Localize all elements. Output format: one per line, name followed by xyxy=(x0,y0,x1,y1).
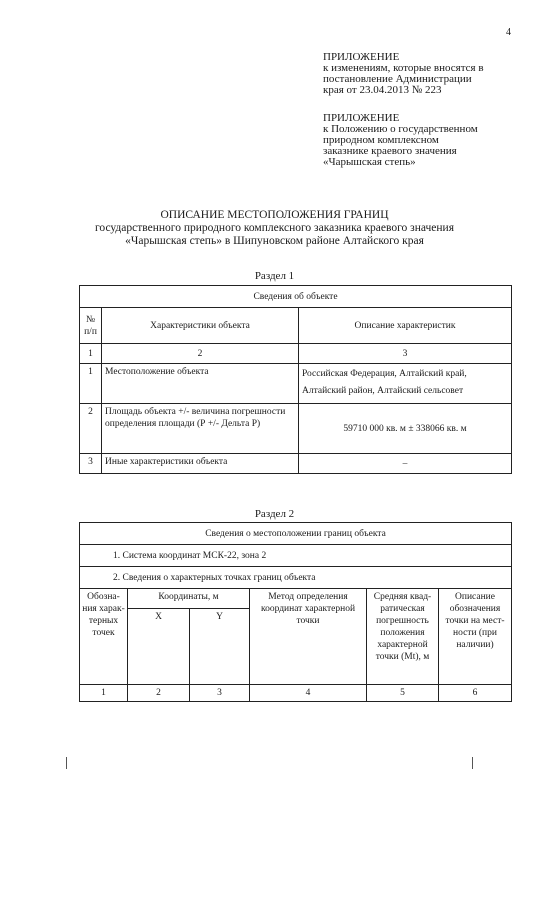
column-header: Описание характеристик xyxy=(299,308,512,344)
column-header: Метод определения координат характерной точки xyxy=(250,589,367,685)
column-header: Средняя квад-ратическая погрешность положения характерной точки (Mt), м xyxy=(367,589,439,685)
index-cell: 2 xyxy=(128,685,190,702)
appendix-line: «Чарышская степь» xyxy=(323,156,416,168)
column-header: Обозна-ния харак-терных точек xyxy=(80,589,128,685)
appendix-heading: ПРИЛОЖЕНИЕ xyxy=(323,112,400,124)
row-characteristic: Местоположение объекта xyxy=(102,364,299,404)
table-header: Сведения об объекте xyxy=(80,286,512,308)
appendix-line: заказнике краевого значения xyxy=(323,145,457,157)
title-line-3: «Чарышская степь» в Шипуновском районе Алтайского края xyxy=(125,235,424,247)
column-header: Координаты, м xyxy=(128,589,250,609)
document-title xyxy=(0,209,549,248)
page-number: 4 xyxy=(506,27,511,38)
section-1-label: Раздел 1 xyxy=(254,270,295,282)
points-info-row: 2. Сведения о характерных точках границ объекта xyxy=(80,567,512,589)
scan-edge-mark xyxy=(66,757,67,769)
row-description: 59710 000 кв. м ± 338066 кв. м xyxy=(299,404,512,454)
scan-edge-mark xyxy=(472,757,473,769)
section-2-table xyxy=(79,522,512,702)
appendix-block-2 xyxy=(323,113,478,168)
index-cell: 5 xyxy=(367,685,439,702)
appendix-line: края от 23.04.2013 № 223 xyxy=(323,84,442,96)
table-row xyxy=(80,454,512,474)
appendix-line: к изменениям, которые вносятся в xyxy=(323,62,484,74)
row-number: 3 xyxy=(80,454,102,474)
index-cell: 1 xyxy=(80,685,128,702)
title-line-2: государственного природного комплексного заказника краевого значения xyxy=(94,222,454,234)
appendix-heading: ПРИЛОЖЕНИЕ xyxy=(323,51,400,63)
index-cell: 6 xyxy=(439,685,512,702)
section-1-table xyxy=(79,285,512,474)
row-description: – xyxy=(299,454,512,474)
column-header: Описание обозначения точки на мест-ности (при наличии) xyxy=(439,589,512,685)
appendix-block-1 xyxy=(323,52,484,96)
column-header-y: Y xyxy=(190,609,250,685)
index-cell: 1 xyxy=(80,344,102,364)
table-header: Сведения о местоположении границ объекта xyxy=(80,523,512,545)
index-cell: 4 xyxy=(250,685,367,702)
index-cell: 3 xyxy=(190,685,250,702)
column-header: № п/п xyxy=(80,308,102,344)
table-row xyxy=(80,404,512,454)
title-line-1: ОПИСАНИЕ МЕСТОПОЛОЖЕНИЯ ГРАНИЦ xyxy=(160,209,389,221)
appendix-line: природном комплексном xyxy=(323,134,439,146)
column-header: Характеристики объекта xyxy=(102,308,299,344)
column-header-x: X xyxy=(128,609,190,685)
appendix-line: постановление Администрации xyxy=(323,73,472,85)
row-number: 1 xyxy=(80,364,102,404)
table-row xyxy=(80,364,512,404)
coordinate-system-row: 1. Система координат МСК-22, зона 2 xyxy=(80,545,512,567)
row-characteristic: Иные характеристики объекта xyxy=(102,454,299,474)
index-cell: 2 xyxy=(102,344,299,364)
index-cell: 3 xyxy=(299,344,512,364)
appendix-line: к Положению о государственном xyxy=(323,123,478,135)
section-2-label: Раздел 2 xyxy=(254,508,295,520)
row-number: 2 xyxy=(80,404,102,454)
row-description: Российская Федерация, Алтайский край, Алтайский район, Алтайский сельсовет xyxy=(299,364,512,404)
row-characteristic: Площадь объекта +/- величина погрешности определения площади (Р +/- Дельта Р) xyxy=(102,404,299,454)
